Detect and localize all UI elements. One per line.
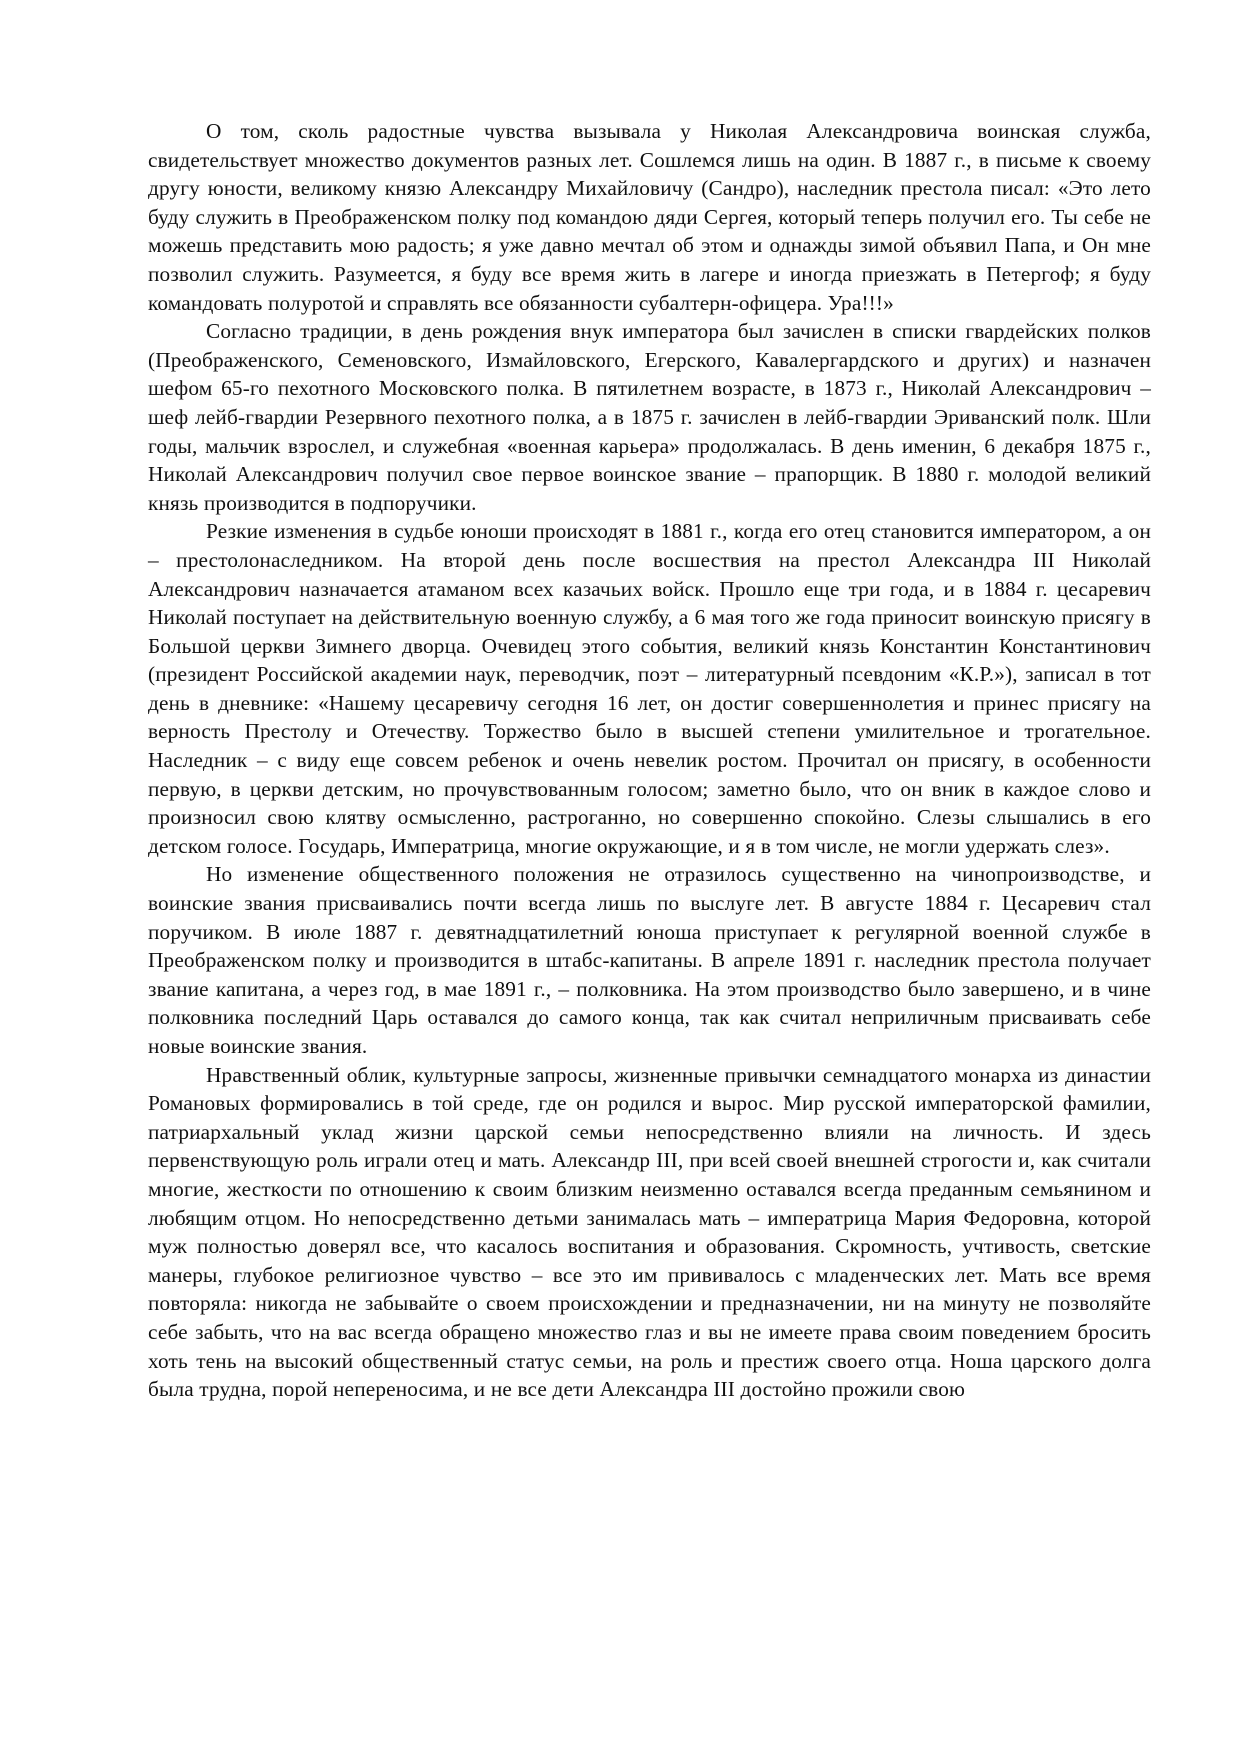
paragraph-rezkie-izmeneniya: Резкие изменения в судьбе юноши происходят в 1881 г., когда его отец становится императором, а он – престолонаследником. На второй день после восшествия на престол Александра III Николай Александрович назначается атаманом всех казачьих войск. Прошло еще три года, и в 1884 г. цесаревич Николай поступает на действительную военную службу, а 6 мая того же года приносит воинскую присягу в Большой церкви Зимнего дворца. Очевидец этого события, великий князь Константин Константинович (президент Российской академии наук, переводчик, поэт – литературный псевдоним «К.Р.»), записал в тот день в дневнике: «Нашему цесаревичу сегодня 16 лет, он достиг совершеннолетия и принес присягу на верность Престолу и Отечеству. Торжество было в высшей степени умилительное и трогательное. Наследник – с виду еще совсем ребенок и очень невелик ростом. Прочитал он присягу, в особенности первую, в церкви детским, но прочувствованным голосом; заметно было, что он вник в каждое слово и произносил свою клятву осмысленно, растроганно, но совершенно спокойно. Слезы слышались в его детском голосе. Государь, Императрица, многие окружающие, и я в том числе, не могли удержать слез». [148,519,1151,858]
paragraph-chinoproizvodstvo: Но изменение общественного положения не отразилось существенно на чинопроизводстве, и воинские звания присваивались почти всегда лишь по выслуге лет. В августе 1884 г. Цесаревич стал поручиком. В июле 1887 г. девятнадцатилетний юноша приступает к регулярной военной службе в Преображенском полку и производится в штабс-капитаны. В апреле 1891 г. наследник престола получает звание капитана, а через год, в мае 1891 г., – полковника. На этом производство было завершено, и в чине полковника последний Царь оставался до самого конца, так как считал неприличным присваивать себе новые воинские звания. [148,862,1151,1058]
paragraph-traditsiya: Согласно традиции, в день рождения внук императора был зачислен в списки гвардейских полков (Преображенского, Семеновского, Измайловского, Егерского, Кавалергардского и других) и назначен шефом 65-го пехотного Московского полка. В пятилетнем возрасте, в 1873 г., Николай Александрович – шеф лейб-гвардии Резервного пехотного полка, а в 1875 г. зачислен в лейб-гвардии Эриванский полк. Шли годы, мальчик взрослел, и служебная «военная карьера» продолжалась. В день именин, 6 декабря 1875 г., Николай Александрович получил свое первое воинское звание – прапорщик. В 1880 г. молодой великий князь производится в подпоручики. [148,319,1151,515]
paragraph-voinskaya-sluzhba: О том, сколь радостные чувства вызывала у Николая Александровича воинская служба, свидетельствует множество документов разных лет. Сошлемся лишь на один. В 1887 г., в письме к своему другу юности, великому князю Александру Михайловичу (Сандро), наследник престола писал: «Это лето буду служить в Преображенском полку под командою дяди Сергея, который теперь получил его. Ты себе не можешь представить мою радость; я уже давно мечтал об этом и однажды зимой объявил Папа, и Он мне позволил служить. Разумеется, я буду все время жить в лагере и иногда приезжать в Петергоф; я буду командовать полуротой и справлять все обязанности субалтерн-офицера. Ура!!!» [148,119,1151,315]
document-page [148,117,1151,1404]
paragraph-nravstvennyi-oblik: Нравственный облик, культурные запросы, жизненные привычки семнадцатого монарха из династии Романовых формировались в той среде, где он родился и вырос. Мир русской императорской фамилии, патриархальный уклад жизни царской семьи непосредственно влияли на личность. И здесь первенствующую роль играли отец и мать. Александр III, при всей своей внешней строгости и, как считали многие, жесткости по отношению к своим близким неизменно оставался всегда преданным семьянином и любящим отцом. Но непосредственно детьми занималась мать – императрица Мария Федоровна, которой муж полностью доверял все, что касалось воспитания и образования. Скромность, учтивость, светские манеры, глубокое религиозное чувство – все это им прививалось с младенческих лет. Мать все время повторяла: никогда не забывайте о своем происхождении и предназначении, ни на минуту не позволяйте себе забыть, что на вас всегда обращено множество глаз и вы не имеете права своим поведением бросить хоть тень на высокий общественный статус семьи, на роль и престиж своего отца. Ноша царского долга была трудна, порой непереносима, и не все дети Александра III достойно прожили свою [148,1062,1151,1402]
